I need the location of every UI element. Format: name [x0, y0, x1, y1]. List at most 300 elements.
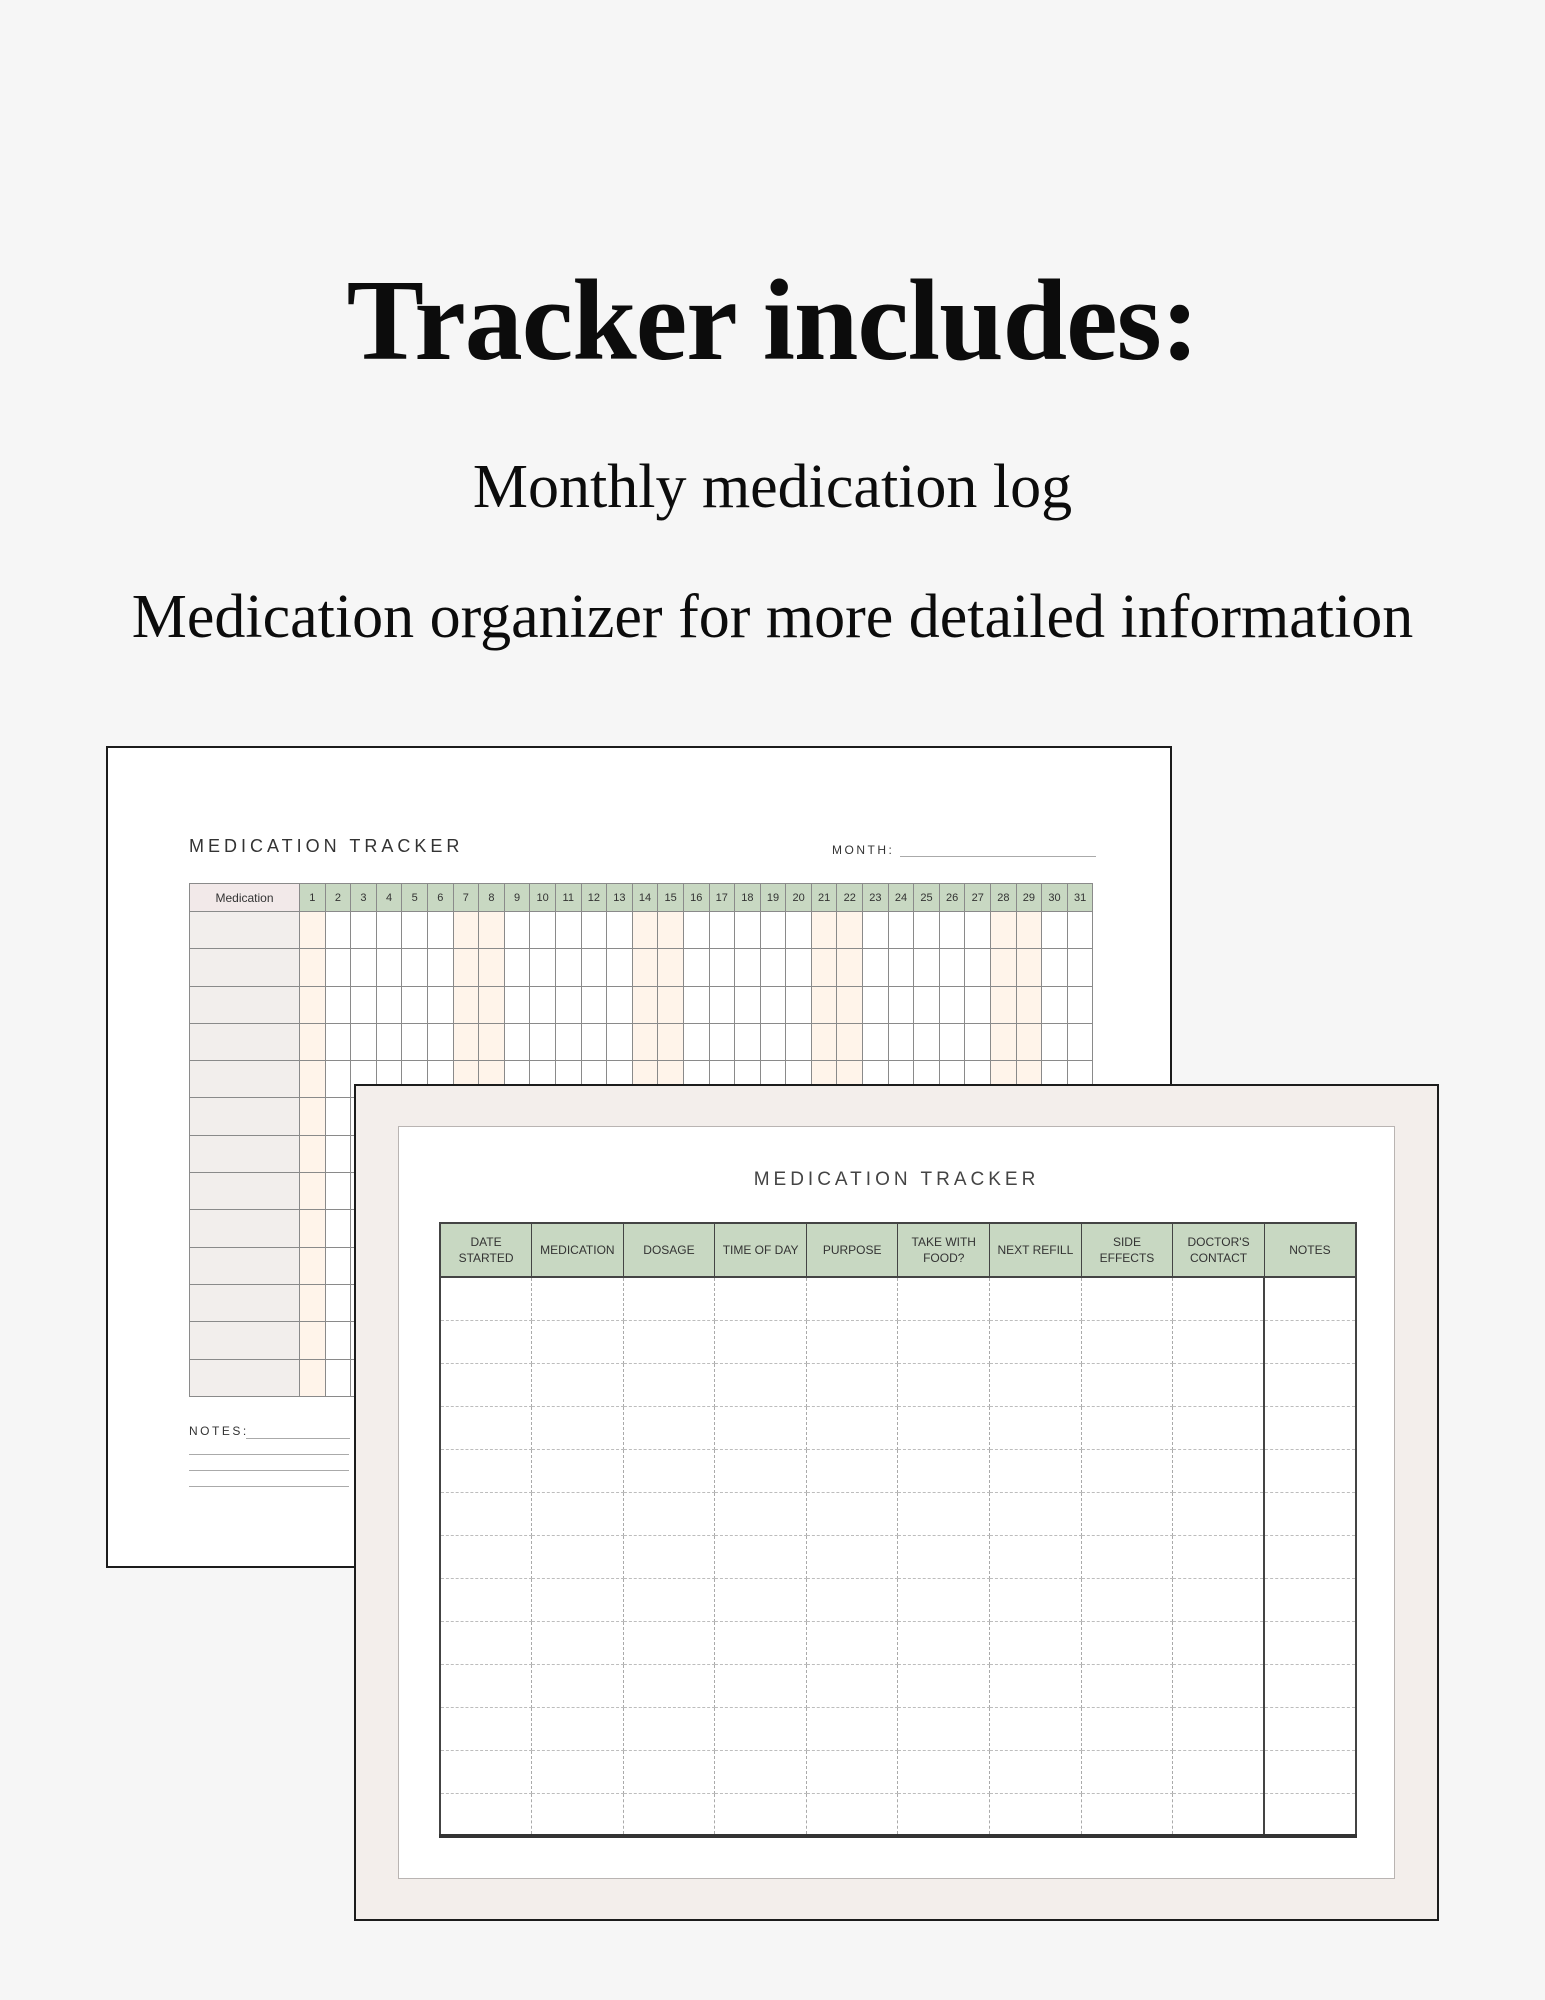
organizer-cell[interactable]: [806, 1406, 898, 1449]
day-header: 18: [735, 884, 761, 912]
organizer-cell[interactable]: [898, 1707, 990, 1750]
day-check-cell[interactable]: [837, 986, 863, 1023]
day-check-cell[interactable]: [786, 986, 812, 1023]
day-check-cell[interactable]: [658, 912, 684, 949]
organizer-sheet: [354, 1084, 1439, 1921]
subtitle-monthly-log: Monthly medication log: [472, 453, 1073, 521]
day-check-cell[interactable]: [991, 912, 1017, 949]
day-check-cell[interactable]: [709, 1023, 735, 1060]
day-check-cell[interactable]: [939, 949, 965, 986]
organizer-cell[interactable]: [715, 1277, 807, 1320]
organizer-cell[interactable]: [806, 1320, 898, 1363]
day-check-cell[interactable]: [888, 912, 914, 949]
organizer-cell[interactable]: [623, 1363, 715, 1406]
day-check-cell[interactable]: [427, 912, 453, 949]
organizer-cell[interactable]: [1264, 1492, 1356, 1535]
medication-name-cell[interactable]: [190, 1284, 300, 1321]
day-check-cell[interactable]: [1042, 912, 1068, 949]
organizer-cell[interactable]: [990, 1277, 1082, 1320]
day-check-cell[interactable]: [811, 949, 837, 986]
day-check-cell[interactable]: [581, 912, 607, 949]
organizer-cell[interactable]: [440, 1664, 532, 1707]
organizer-cell[interactable]: [1173, 1750, 1265, 1793]
day-check-cell[interactable]: [325, 1061, 351, 1098]
organizer-cell[interactable]: [1081, 1277, 1173, 1320]
organizer-cell[interactable]: [1173, 1320, 1265, 1363]
day-check-cell[interactable]: [786, 912, 812, 949]
organizer-cell[interactable]: [532, 1707, 624, 1750]
medication-name-cell[interactable]: [190, 1098, 300, 1135]
organizer-cell[interactable]: [715, 1535, 807, 1578]
organizer-cell[interactable]: [806, 1750, 898, 1793]
organizer-cell[interactable]: [1081, 1449, 1173, 1492]
day-check-cell[interactable]: [939, 1023, 965, 1060]
day-check-cell[interactable]: [300, 1359, 326, 1396]
organizer-cell[interactable]: [898, 1535, 990, 1578]
day-check-cell[interactable]: [581, 1023, 607, 1060]
day-check-cell[interactable]: [863, 986, 889, 1023]
organizer-cell[interactable]: [440, 1449, 532, 1492]
day-check-cell[interactable]: [300, 986, 326, 1023]
day-check-cell[interactable]: [402, 1023, 428, 1060]
organizer-cell[interactable]: [1264, 1750, 1356, 1793]
day-check-cell[interactable]: [555, 1023, 581, 1060]
organizer-cell[interactable]: [1081, 1664, 1173, 1707]
organizer-cell[interactable]: [715, 1750, 807, 1793]
day-check-cell[interactable]: [300, 1135, 326, 1172]
organizer-cell[interactable]: [623, 1664, 715, 1707]
organizer-cell[interactable]: [1173, 1621, 1265, 1664]
organizer-cell[interactable]: [623, 1793, 715, 1836]
day-check-cell[interactable]: [735, 1023, 761, 1060]
day-check-cell[interactable]: [402, 986, 428, 1023]
day-check-cell[interactable]: [300, 949, 326, 986]
day-check-cell[interactable]: [504, 912, 530, 949]
day-check-cell[interactable]: [581, 986, 607, 1023]
day-check-cell[interactable]: [965, 986, 991, 1023]
day-check-cell[interactable]: [1016, 949, 1042, 986]
day-check-cell[interactable]: [479, 912, 505, 949]
medication-name-cell[interactable]: [190, 912, 300, 949]
day-check-cell[interactable]: [325, 1023, 351, 1060]
organizer-cell[interactable]: [1081, 1707, 1173, 1750]
day-check-cell[interactable]: [735, 949, 761, 986]
organizer-cell[interactable]: [623, 1535, 715, 1578]
organizer-cell[interactable]: [440, 1750, 532, 1793]
day-check-cell[interactable]: [530, 912, 556, 949]
day-check-cell[interactable]: [658, 986, 684, 1023]
medication-name-cell[interactable]: [190, 1173, 300, 1210]
medication-name-cell[interactable]: [190, 1135, 300, 1172]
organizer-cell[interactable]: [715, 1578, 807, 1621]
organizer-cell[interactable]: [623, 1750, 715, 1793]
organizer-cell[interactable]: [532, 1492, 624, 1535]
organizer-cell[interactable]: [1264, 1363, 1356, 1406]
organizer-cell[interactable]: [1264, 1578, 1356, 1621]
day-check-cell[interactable]: [888, 1023, 914, 1060]
day-check-cell[interactable]: [325, 949, 351, 986]
organizer-cell[interactable]: [990, 1535, 1082, 1578]
day-check-cell[interactable]: [735, 986, 761, 1023]
organizer-cell[interactable]: [532, 1277, 624, 1320]
organizer-cell[interactable]: [440, 1277, 532, 1320]
organizer-cell[interactable]: [990, 1449, 1082, 1492]
day-check-cell[interactable]: [760, 949, 786, 986]
day-check-cell[interactable]: [325, 1359, 351, 1396]
day-check-cell[interactable]: [376, 1023, 402, 1060]
organizer-cell[interactable]: [806, 1535, 898, 1578]
day-check-cell[interactable]: [351, 1023, 377, 1060]
organizer-cell[interactable]: [532, 1621, 624, 1664]
day-check-cell[interactable]: [683, 949, 709, 986]
organizer-cell[interactable]: [440, 1320, 532, 1363]
organizer-cell[interactable]: [1264, 1621, 1356, 1664]
day-check-cell[interactable]: [325, 1098, 351, 1135]
organizer-cell[interactable]: [623, 1320, 715, 1363]
day-check-cell[interactable]: [300, 1247, 326, 1284]
day-check-cell[interactable]: [683, 912, 709, 949]
organizer-cell[interactable]: [715, 1406, 807, 1449]
day-check-cell[interactable]: [1016, 986, 1042, 1023]
day-check-cell[interactable]: [914, 986, 940, 1023]
organizer-cell[interactable]: [440, 1621, 532, 1664]
organizer-cell[interactable]: [532, 1449, 624, 1492]
day-check-cell[interactable]: [300, 1173, 326, 1210]
organizer-cell[interactable]: [1173, 1449, 1265, 1492]
day-check-cell[interactable]: [1067, 912, 1093, 949]
organizer-cell[interactable]: [898, 1449, 990, 1492]
organizer-cell[interactable]: [532, 1578, 624, 1621]
day-check-cell[interactable]: [888, 986, 914, 1023]
day-check-cell[interactable]: [555, 986, 581, 1023]
day-check-cell[interactable]: [427, 949, 453, 986]
day-check-cell[interactable]: [760, 1023, 786, 1060]
day-check-cell[interactable]: [607, 912, 633, 949]
organizer-cell[interactable]: [623, 1449, 715, 1492]
organizer-cell[interactable]: [532, 1363, 624, 1406]
day-check-cell[interactable]: [300, 1061, 326, 1098]
organizer-cell[interactable]: [806, 1277, 898, 1320]
day-check-cell[interactable]: [939, 912, 965, 949]
day-check-cell[interactable]: [811, 986, 837, 1023]
day-check-cell[interactable]: [991, 986, 1017, 1023]
organizer-inner-page: [398, 1126, 1395, 1879]
day-check-cell[interactable]: [427, 1023, 453, 1060]
organizer-cell[interactable]: [1264, 1707, 1356, 1750]
organizer-cell[interactable]: [898, 1750, 990, 1793]
day-check-cell[interactable]: [760, 986, 786, 1023]
day-check-cell[interactable]: [325, 1210, 351, 1247]
day-check-cell[interactable]: [837, 949, 863, 986]
organizer-cell[interactable]: [623, 1707, 715, 1750]
day-check-cell[interactable]: [760, 912, 786, 949]
day-check-cell[interactable]: [453, 912, 479, 949]
organizer-cell[interactable]: [898, 1793, 990, 1836]
organizer-cell[interactable]: [440, 1492, 532, 1535]
day-check-cell[interactable]: [300, 1284, 326, 1321]
organizer-cell[interactable]: [532, 1664, 624, 1707]
organizer-cell[interactable]: [990, 1492, 1082, 1535]
day-check-cell[interactable]: [1042, 949, 1068, 986]
organizer-cell[interactable]: [623, 1578, 715, 1621]
medication-name-cell[interactable]: [190, 1359, 300, 1396]
day-check-cell[interactable]: [479, 949, 505, 986]
organizer-cell[interactable]: [1264, 1320, 1356, 1363]
organizer-cell[interactable]: [532, 1535, 624, 1578]
day-check-cell[interactable]: [786, 1023, 812, 1060]
day-check-cell[interactable]: [914, 912, 940, 949]
organizer-cell[interactable]: [1081, 1492, 1173, 1535]
organizer-cell[interactable]: [806, 1664, 898, 1707]
day-check-cell[interactable]: [811, 1023, 837, 1060]
day-check-cell[interactable]: [581, 949, 607, 986]
day-check-cell[interactable]: [607, 949, 633, 986]
day-check-cell[interactable]: [504, 986, 530, 1023]
day-check-cell[interactable]: [914, 949, 940, 986]
day-check-cell[interactable]: [863, 949, 889, 986]
day-check-cell[interactable]: [376, 912, 402, 949]
day-header: 30: [1042, 884, 1068, 912]
organizer-cell[interactable]: [440, 1406, 532, 1449]
organizer-cell[interactable]: [1081, 1535, 1173, 1578]
organizer-cell[interactable]: [1173, 1535, 1265, 1578]
organizer-cell[interactable]: [1081, 1406, 1173, 1449]
day-check-cell[interactable]: [427, 986, 453, 1023]
day-check-cell[interactable]: [735, 912, 761, 949]
organizer-cell[interactable]: [715, 1320, 807, 1363]
organizer-cell[interactable]: [715, 1492, 807, 1535]
day-check-cell[interactable]: [530, 949, 556, 986]
day-check-cell[interactable]: [325, 1322, 351, 1359]
day-check-cell[interactable]: [325, 1135, 351, 1172]
organizer-cell[interactable]: [1081, 1793, 1173, 1836]
organizer-cell[interactable]: [990, 1621, 1082, 1664]
organizer-cell[interactable]: [623, 1406, 715, 1449]
day-check-cell[interactable]: [1042, 1023, 1068, 1060]
day-check-cell[interactable]: [300, 1322, 326, 1359]
day-check-cell[interactable]: [530, 1023, 556, 1060]
day-check-cell[interactable]: [325, 986, 351, 1023]
organizer-cell[interactable]: [1173, 1363, 1265, 1406]
organizer-cell[interactable]: [990, 1664, 1082, 1707]
day-check-cell[interactable]: [300, 1210, 326, 1247]
organizer-cell[interactable]: [1081, 1750, 1173, 1793]
organizer-cell[interactable]: [898, 1492, 990, 1535]
organizer-cell[interactable]: [1264, 1406, 1356, 1449]
header-text-line: NOTES: [1289, 1243, 1331, 1257]
day-check-cell[interactable]: [504, 1023, 530, 1060]
organizer-cell[interactable]: [1264, 1535, 1356, 1578]
organizer-cell[interactable]: [1081, 1578, 1173, 1621]
day-check-cell[interactable]: [351, 912, 377, 949]
organizer-cell[interactable]: [532, 1406, 624, 1449]
day-check-cell[interactable]: [402, 912, 428, 949]
day-check-cell[interactable]: [325, 1247, 351, 1284]
day-check-cell[interactable]: [376, 949, 402, 986]
day-check-cell[interactable]: [325, 1173, 351, 1210]
organizer-cell[interactable]: [715, 1363, 807, 1406]
day-check-cell[interactable]: [1016, 912, 1042, 949]
organizer-cell[interactable]: [715, 1707, 807, 1750]
day-check-cell[interactable]: [991, 1023, 1017, 1060]
month-input-line: [900, 856, 1096, 857]
day-check-cell[interactable]: [453, 1023, 479, 1060]
organizer-cell[interactable]: [1264, 1793, 1356, 1836]
day-check-cell[interactable]: [376, 986, 402, 1023]
organizer-cell[interactable]: [990, 1793, 1082, 1836]
day-check-cell[interactable]: [300, 1098, 326, 1135]
day-check-cell[interactable]: [504, 949, 530, 986]
day-check-cell[interactable]: [555, 912, 581, 949]
organizer-cell[interactable]: [1173, 1492, 1265, 1535]
organizer-cell[interactable]: [1173, 1578, 1265, 1621]
medication-name-cell[interactable]: [190, 1247, 300, 1284]
day-check-cell[interactable]: [914, 1023, 940, 1060]
organizer-cell[interactable]: [806, 1707, 898, 1750]
organizer-cell[interactable]: [1173, 1664, 1265, 1707]
medication-name-cell[interactable]: [190, 1023, 300, 1060]
day-check-cell[interactable]: [402, 949, 428, 986]
day-header: 5: [402, 884, 428, 912]
medication-name-cell[interactable]: [190, 1210, 300, 1247]
organizer-cell[interactable]: [806, 1621, 898, 1664]
organizer-cell[interactable]: [1081, 1320, 1173, 1363]
day-check-cell[interactable]: [351, 949, 377, 986]
organizer-cell[interactable]: [715, 1621, 807, 1664]
organizer-cell[interactable]: [1264, 1277, 1356, 1320]
organizer-cell[interactable]: [898, 1621, 990, 1664]
day-check-cell[interactable]: [632, 949, 658, 986]
organizer-cell[interactable]: [990, 1406, 1082, 1449]
day-check-cell[interactable]: [479, 1023, 505, 1060]
organizer-cell[interactable]: [898, 1406, 990, 1449]
header-text-line: FOOD?: [923, 1251, 965, 1265]
day-check-cell[interactable]: [530, 986, 556, 1023]
organizer-cell[interactable]: [1173, 1707, 1265, 1750]
day-check-cell[interactable]: [683, 986, 709, 1023]
day-check-cell[interactable]: [863, 1023, 889, 1060]
organizer-cell[interactable]: [990, 1320, 1082, 1363]
day-check-cell[interactable]: [658, 949, 684, 986]
organizer-cell[interactable]: [1173, 1793, 1265, 1836]
organizer-cell[interactable]: [440, 1363, 532, 1406]
organizer-column-header: [898, 1223, 990, 1277]
day-check-cell[interactable]: [837, 912, 863, 949]
organizer-cell[interactable]: [898, 1277, 990, 1320]
medication-name-cell[interactable]: [190, 949, 300, 986]
organizer-cell[interactable]: [806, 1492, 898, 1535]
organizer-cell[interactable]: [898, 1664, 990, 1707]
organizer-cell[interactable]: [440, 1707, 532, 1750]
day-check-cell[interactable]: [683, 1023, 709, 1060]
organizer-cell[interactable]: [440, 1535, 532, 1578]
day-check-cell[interactable]: [811, 912, 837, 949]
organizer-cell[interactable]: [623, 1621, 715, 1664]
day-check-cell[interactable]: [888, 949, 914, 986]
day-check-cell[interactable]: [632, 1023, 658, 1060]
organizer-cell[interactable]: [532, 1320, 624, 1363]
day-check-cell[interactable]: [939, 986, 965, 1023]
day-check-cell[interactable]: [1067, 949, 1093, 986]
organizer-cell[interactable]: [1173, 1277, 1265, 1320]
day-check-cell[interactable]: [658, 1023, 684, 1060]
day-check-cell[interactable]: [991, 949, 1017, 986]
organizer-cell[interactable]: [990, 1750, 1082, 1793]
day-check-cell[interactable]: [453, 986, 479, 1023]
day-check-cell[interactable]: [837, 1023, 863, 1060]
organizer-cell[interactable]: [1264, 1449, 1356, 1492]
organizer-cell[interactable]: [806, 1578, 898, 1621]
day-check-cell[interactable]: [555, 949, 581, 986]
organizer-cell[interactable]: [715, 1664, 807, 1707]
organizer-cell[interactable]: [990, 1707, 1082, 1750]
organizer-cell[interactable]: [532, 1793, 624, 1836]
organizer-cell[interactable]: [898, 1363, 990, 1406]
day-check-cell[interactable]: [607, 1023, 633, 1060]
page-title: Tracker includes:: [346, 257, 1199, 385]
day-check-cell[interactable]: [453, 949, 479, 986]
day-check-cell[interactable]: [632, 986, 658, 1023]
day-header: 8: [479, 884, 505, 912]
organizer-column-header: [440, 1223, 532, 1277]
day-check-cell[interactable]: [965, 912, 991, 949]
day-check-cell[interactable]: [479, 986, 505, 1023]
day-check-cell[interactable]: [965, 1023, 991, 1060]
day-check-cell[interactable]: [300, 912, 326, 949]
organizer-cell[interactable]: [898, 1320, 990, 1363]
medication-name-cell[interactable]: [190, 1322, 300, 1359]
day-check-cell[interactable]: [863, 912, 889, 949]
day-check-cell[interactable]: [1067, 986, 1093, 1023]
day-check-cell[interactable]: [300, 1023, 326, 1060]
day-check-cell[interactable]: [786, 949, 812, 986]
day-check-cell[interactable]: [1042, 986, 1068, 1023]
organizer-cell[interactable]: [806, 1449, 898, 1492]
organizer-cell[interactable]: [623, 1492, 715, 1535]
organizer-cell[interactable]: [990, 1578, 1082, 1621]
day-check-cell[interactable]: [1016, 1023, 1042, 1060]
day-check-cell[interactable]: [632, 912, 658, 949]
organizer-cell[interactable]: [440, 1793, 532, 1836]
organizer-cell[interactable]: [623, 1277, 715, 1320]
organizer-cell[interactable]: [1264, 1664, 1356, 1707]
medication-name-cell[interactable]: [190, 986, 300, 1023]
day-check-cell[interactable]: [325, 1284, 351, 1321]
organizer-cell[interactable]: [1081, 1363, 1173, 1406]
day-header: 22: [837, 884, 863, 912]
organizer-cell[interactable]: [806, 1363, 898, 1406]
organizer-cell[interactable]: [806, 1793, 898, 1836]
day-check-cell[interactable]: [325, 912, 351, 949]
organizer-cell[interactable]: [898, 1578, 990, 1621]
header-text-line: EFFECTS: [1099, 1251, 1155, 1265]
organizer-cell[interactable]: [1081, 1621, 1173, 1664]
organizer-cell[interactable]: [1173, 1406, 1265, 1449]
day-check-cell[interactable]: [709, 986, 735, 1023]
day-check-cell[interactable]: [1067, 1023, 1093, 1060]
day-check-cell[interactable]: [607, 986, 633, 1023]
day-check-cell[interactable]: [709, 949, 735, 986]
organizer-cell[interactable]: [715, 1449, 807, 1492]
day-check-cell[interactable]: [709, 912, 735, 949]
day-check-cell[interactable]: [351, 986, 377, 1023]
organizer-cell[interactable]: [440, 1578, 532, 1621]
day-check-cell[interactable]: [965, 949, 991, 986]
organizer-cell[interactable]: [715, 1793, 807, 1836]
organizer-cell[interactable]: [532, 1750, 624, 1793]
medication-name-cell[interactable]: [190, 1061, 300, 1098]
organizer-cell[interactable]: [990, 1363, 1082, 1406]
